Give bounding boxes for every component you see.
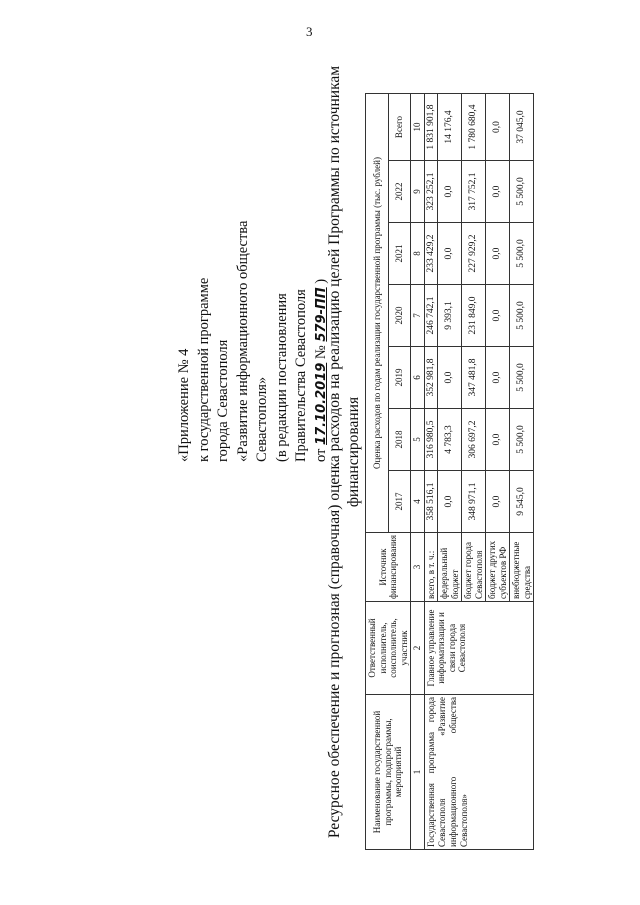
column-number: 8 — [411, 223, 425, 285]
appendix-line: к государственной программе — [195, 277, 212, 462]
value-cell: 0,0 — [486, 347, 510, 409]
value-cell: 231 849,0 — [462, 285, 486, 347]
page-number: 3 — [306, 24, 313, 39]
column-number: 9 — [411, 161, 425, 223]
value-cell: 316 980,5 — [424, 409, 438, 471]
column-number: 4 — [411, 471, 425, 533]
financing-table — [365, 93, 534, 850]
total-cell: 1 780 680,4 — [462, 94, 486, 161]
date-prefix: от — [312, 448, 329, 462]
value-cell: 358 516,1 — [424, 471, 438, 533]
value-cell: 352 981,8 — [424, 347, 438, 409]
value-cell: 0,0 — [438, 223, 462, 285]
value-cell: 0,0 — [486, 409, 510, 471]
value-cell: 306 697,2 — [462, 409, 486, 471]
total-cell: 1 831 901,8 — [424, 94, 438, 161]
header-year: 2021 — [388, 223, 411, 285]
appendix-line: «Развитие информационного общества — [234, 220, 251, 462]
header-year: 2018 — [388, 409, 411, 471]
value-cell: 227 929,2 — [462, 223, 486, 285]
value-cell: 348 971,1 — [462, 471, 486, 533]
header-year: 2022 — [388, 161, 411, 223]
header-row — [366, 94, 389, 850]
column-number: 7 — [411, 285, 425, 347]
appendix-line: «Приложение № 4 — [176, 348, 192, 462]
document-title: Ресурсное обеспечение и прогнозная (справочная) оценка расходов на реализацию целей Программы по источникам финансирования — [326, 65, 362, 839]
header-estimate: Оценка расходов по годам реализации государственной программы (тыс. рублей) — [366, 94, 389, 533]
column-number: 3 — [411, 533, 425, 602]
value-cell: 0,0 — [438, 471, 462, 533]
rotated-page-content — [0, 2, 640, 902]
total-cell: 14 176,4 — [438, 94, 462, 161]
value-cell: 347 481,8 — [462, 347, 486, 409]
appendix-line: (в редакции постановления — [273, 293, 290, 462]
total-cell: 0,0 — [486, 94, 510, 161]
value-cell: 5 500,0 — [510, 409, 534, 471]
value-cell: 4 783,3 — [438, 409, 462, 471]
header-total: Всего — [388, 94, 411, 161]
value-cell: 0,0 — [486, 161, 510, 223]
value-cell: 0,0 — [486, 285, 510, 347]
total-cell: 37 045,0 — [510, 94, 534, 161]
header-year: 2019 — [388, 347, 411, 409]
source-cell: федеральный бюджет — [438, 533, 462, 602]
appendix-line: Севастополя» — [254, 376, 270, 462]
header-year: 2020 — [388, 285, 411, 347]
column-number-row — [411, 94, 425, 850]
value-cell: 0,0 — [486, 223, 510, 285]
table-row — [424, 94, 438, 850]
source-cell: бюджет города Севастополя — [462, 533, 486, 602]
column-number: 1 — [411, 695, 425, 850]
handwritten-number: 579-ПП — [313, 287, 329, 342]
value-cell: 5 500,0 — [510, 347, 534, 409]
value-cell: 5 500,0 — [510, 161, 534, 223]
appendix-line: Правительства Севастополя — [293, 289, 309, 462]
source-cell: бюджет других субъектов РФ — [486, 533, 510, 602]
value-cell: 317 752,1 — [462, 161, 486, 223]
column-number: 2 — [411, 602, 425, 695]
header-responsible: Ответственный исполнитель, соисполнитель, участник — [366, 602, 411, 695]
responsible-cell: Главное управление информатизации и связи города Севастополя — [424, 602, 534, 695]
closing-paren: ) — [312, 278, 329, 284]
handwritten-date: 17.10.2019 — [313, 362, 329, 445]
number-prefix: № — [312, 345, 329, 360]
column-number: 6 — [411, 347, 425, 409]
value-cell: 5 500,0 — [510, 223, 534, 285]
value-cell: 0,0 — [438, 161, 462, 223]
program-name-cell: Государственная программа города Севастополя «Развитие информационного общества Севастополя» — [424, 695, 534, 850]
value-cell: 9 393,1 — [438, 285, 462, 347]
value-cell: 323 252,1 — [424, 161, 438, 223]
value-cell: 0,0 — [486, 471, 510, 533]
value-cell: 9 545,0 — [510, 471, 534, 533]
value-cell: 233 429,2 — [424, 223, 438, 285]
header-year: 2017 — [388, 471, 411, 533]
column-number: 10 — [411, 94, 425, 161]
appendix-block — [175, 122, 331, 462]
source-cell: внебюджетные средства — [510, 533, 534, 602]
header-name: Наименование государственной программы, подпрограммы, мероприятий — [366, 695, 411, 850]
value-cell: 5 500,0 — [510, 285, 534, 347]
header-source: Источник финансирования — [366, 533, 411, 602]
value-cell: 0,0 — [438, 347, 462, 409]
source-cell: всего, в т. ч.: — [424, 533, 438, 602]
column-number: 5 — [411, 409, 425, 471]
value-cell: 246 742,1 — [424, 285, 438, 347]
appendix-line: города Севастополя — [215, 339, 231, 462]
